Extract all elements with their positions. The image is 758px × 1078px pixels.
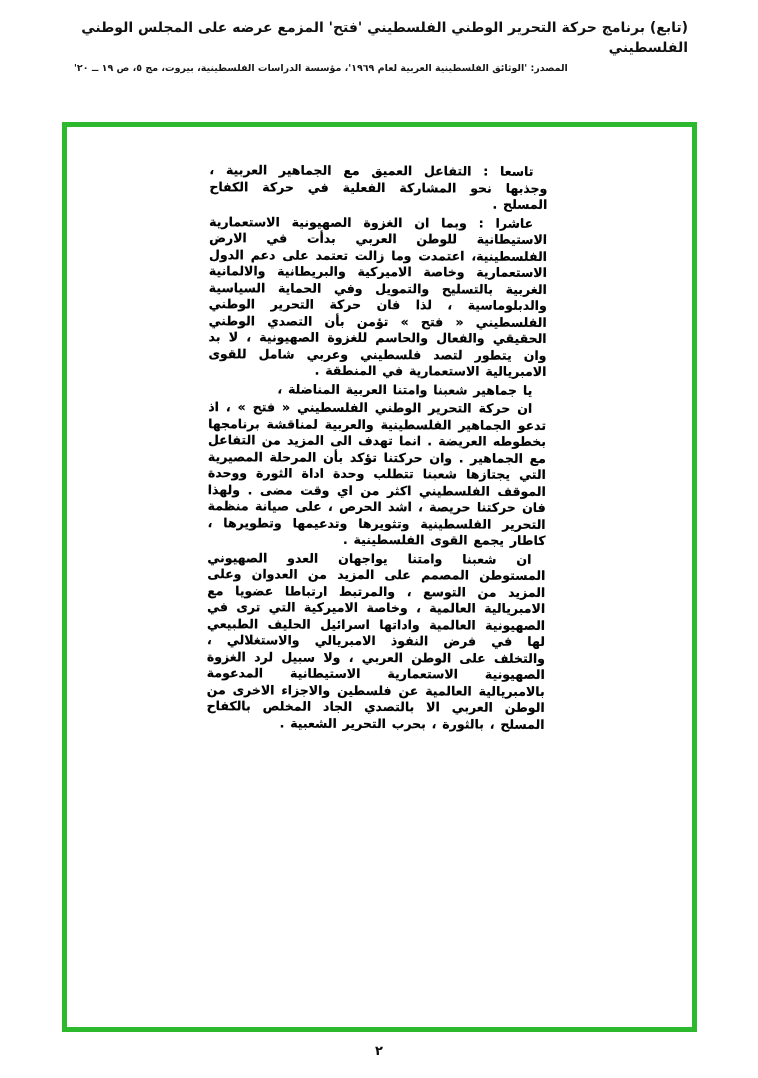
source-citation-line: المصدر: 'الوثائق الفلسطينية العربية لعام ١٩٦٩'، مؤسسة الدراسات الفلسطينية، بيروت، مج ٥، ص ١٩ ــ ٢٠' — [74, 63, 568, 74]
green-border-frame — [62, 122, 697, 1032]
scanned-text-block — [207, 162, 548, 733]
paragraph: ان شعبنا وامتنا يواجهان العدو الصهيوني المستوطن المصمم على المزيد من العدوان وعلى المزيد من التوسع ، والمرتبط ارتباطا عضويا مع الامبريالية العالمية ، وخاصة الاميركية التي ترى في الصهيونية العالمية واداتها اسرائيل الحليف الطبيعي لها في فرض النفوذ الامبريالي والاستغلالي ، والتخلف على الوطن العربي ، ولا سبيل لرد الغزوة الصهيونية الاستعمارية الاستيطانية المدعومة بالامبريالية العالمية عن فلسطين والاجزاء الاخرى من الوطن العربي الا بالتصدي الجاد المخلص بالكفاح المسلح ، بالثورة ، بحرب التحرير الشعبية . — [206, 549, 546, 732]
paragraph: يا جماهير شعبنا وامتنا العربية المناضلة ، — [277, 380, 533, 398]
document-title: (تابع) برنامج حركة التحرير الوطني الفلسطيني 'فتح' المزمع عرضه على المجلس الوطني الفلسطيني — [81, 20, 688, 56]
paragraph: عاشرا : وبما ان الغزوة الصهيونية الاستعمارية الاستيطانية للوطن العربي بدأت في الارض الفلسطينية، اعتمدت وما زالت تعتمد على دعم الدول الاستعمارية وخاصة الاميركية والبريطانية والالمانية الغربية بالتسليح والتمويل وفي الحماية السياسية والدبلوماسية ، لذا فان حركة التحرير الوطني الفلسطيني « فتح » تؤمن بأن التصدي الوطني الحقيقي والفعال والحاسم للغزوة الصهيونية ، لا بد وان يتطور لتصد فلسطيني وعربي شامل للقوى الامبريالية الاستعمارية في المنطقة . — [208, 213, 548, 379]
document-header — [74, 18, 688, 74]
page-number: ٢ — [375, 1044, 383, 1059]
paragraph: ان حركة التحرير الوطني الفلسطيني « فتح » ، اذ تدعو الجماهير الفلسطينية والعربية لمناقشة برنامجها بخطوطه العريضة . انما تهدف الى المزيد من التفاعل مع الجماهير . وان حركتنا تؤكد بأن المرحلة المصيرية التي يجتازها شعبنا تتطلب وحدة اداة الثورة ووحدة الموقف الفلسطيني اكثر من اي وقت مضى . ولهذا فان حركتنا حريصة ، اشد الحرص ، على صيانة منظمة التحرير الفلسطينية وتثويرها وتدعيمها وتطويرها ، كاطار يجمع القوى الفلسطينية . — [207, 399, 547, 548]
paragraph: تاسعا : التفاعل العميق مع الجماهير العربية ، وجذبها نحو المشاركة الفعلية في حركة الكفاح المسلح . — [209, 162, 548, 212]
